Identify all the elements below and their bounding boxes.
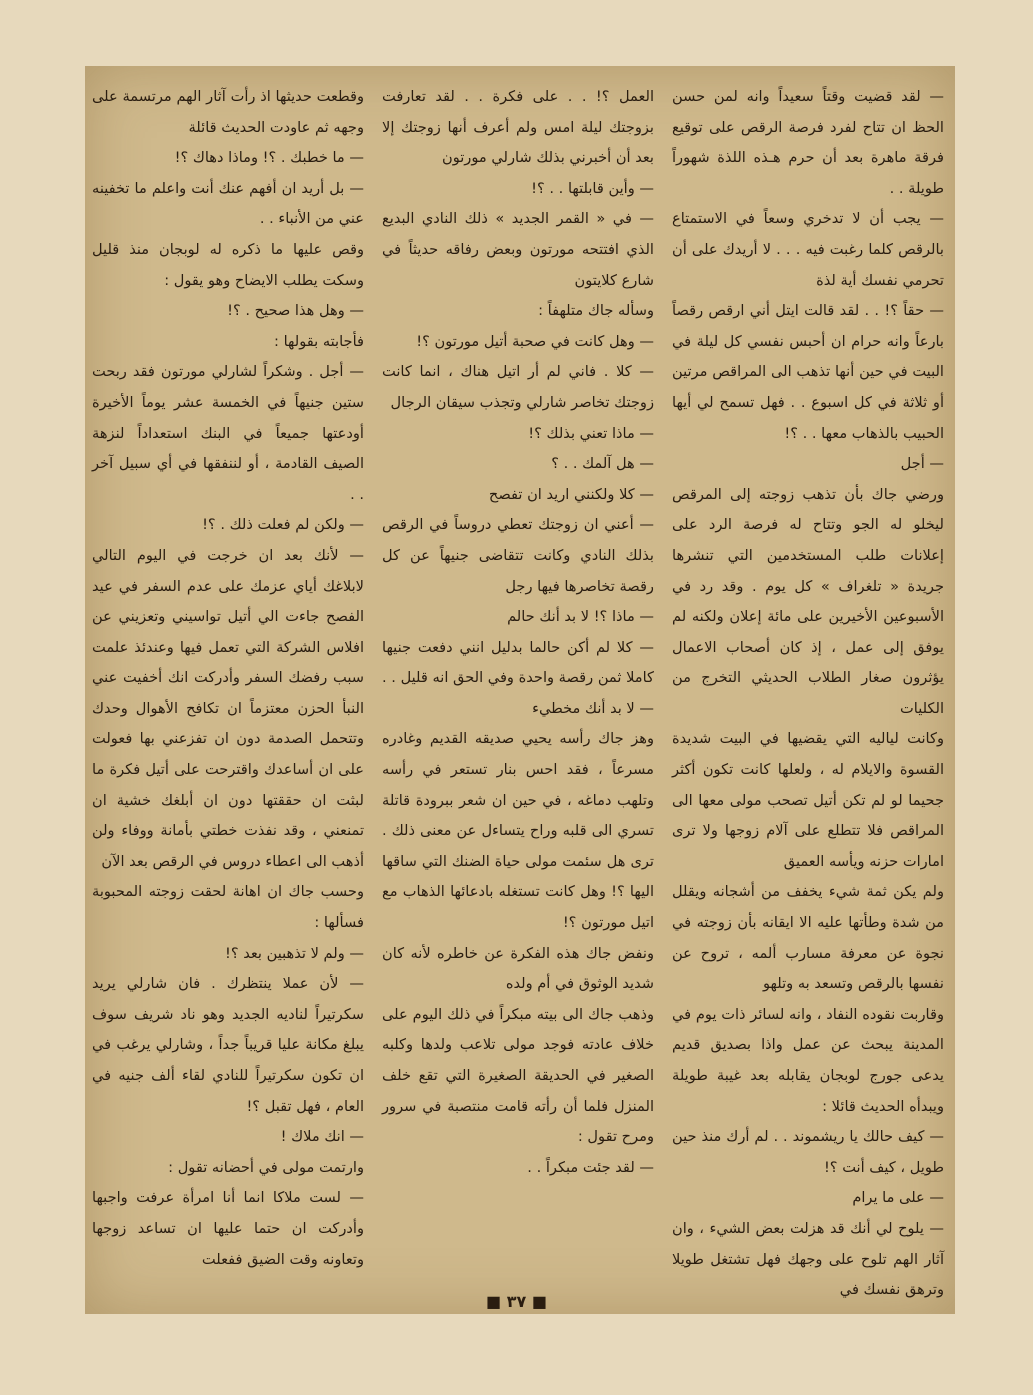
paragraph: — وأين قابلتها . . ؟! [531, 179, 654, 197]
paragraph: — لقد جئت مبكراً . . [527, 1158, 654, 1176]
paragraph: — على ما يرام [852, 1189, 944, 1207]
paragraph: وذهب جاك الى بيته مبكراً في ذلك اليوم على خلاف عادته فوجد مولى تلاعب ولدها وكلبه الصغير في الحديقة الصغيرة التي تقع خلف المنزل فلما أن رأته قامت منتصبة في سرور ومرح تقول : [382, 1005, 654, 1146]
paragraph: وقطعت حديثها اذ رأت آثار الهم مرتسمة على وجهه ثم عاودت الحديث قائلة [92, 88, 364, 136]
paragraph: العمل ؟! . . على فكرة . . لقد تعارفت بزوجتك ليلة امس ولم أعرف أنها زوجتك إلا بعد أن أخبرني بذلك شارلي مورتون [382, 88, 654, 167]
paragraph: فأجابته بقولها : [274, 332, 364, 350]
paragraph: — كلا . فاني لم أر اتيل هناك ، انما كانت زوجتك تخاصر شارلي وتجذب سيقان الرجال [382, 363, 654, 411]
column-left [92, 82, 364, 1272]
paragraph: — لست ملاكا انما أنا امرأة عرفت واجبها وأدركت ان حتما عليها ان تساعد زوجها وتعاونه وقت الضيق ففعلت [92, 1189, 364, 1268]
paragraph: وارتمت مولى في أحضانه تقول : [168, 1158, 364, 1176]
paragraph: — ماذا ؟! لا بد أنك حالم [507, 608, 654, 626]
paragraph: — أجل [900, 455, 944, 473]
paragraph: ولم يكن ثمة شيء يخفف من أشجانه ويقلل من شدة وطأتها عليه الا ايقانه بأن زوجته في نجوة عن معرفة مسارب ألمه ، تروح عن نفسها بالرقص وتسعد به وتلهو [672, 883, 944, 993]
paragraph: — في « القمر الجديد » ذلك النادي البديع الذي افتتحه مورتون وبعض رفاقه حديثاً في شارع كلايتون [382, 210, 654, 289]
paragraph: ونفض جاك هذه الفكرة عن خاطره لأنه كان شديد الوثوق في أم ولده [382, 944, 654, 993]
column-middle [382, 82, 654, 1272]
paragraph: — انك ملاك ! [280, 1128, 364, 1146]
paragraph: — لا بد أنك مخطيء [532, 699, 654, 717]
paragraph: — لأن عملا ينتظرك . فان شارلي يريد سكرتيراً لناديه الجديد وهو ناد شريف سوف يبلغ مكانة عليا قريباً جداً ، وشارلي يرغب في ان تكون سكرتيراً للنادي لقاء ألف جنيه في العام ، فهل تقبل ؟! [92, 975, 364, 1115]
paragraph: — حقاً ؟! . . لقد قالت ايتل أني ارقص رقصاً بارعاً وانه حرام ان أحبس نفسي كل ليلة في البيت في حين أنها تذهب الى المراقص مرتين أو ثلاثة في كل اسبوع . . فهل تسمح لي أيها الحبيب بالذهاب معها . . ؟! [672, 302, 944, 442]
paragraph: — هل آلمك . . ؟ [551, 455, 654, 473]
paragraph: وسأله جاك متلهفاً : [538, 302, 654, 320]
paragraph: — وهل هذا صحيح . ؟! [227, 302, 364, 320]
paragraph: — لأنك بعد ان خرجت في اليوم التالي لابلاغك أياي عزمك على عدم السفر في عيد الفصح جاءت الي أتيل تواسيني وتعزيني عن افلاس الشركة التي تعمل فيها وعندئذ علمت سبب رفضك السفر وأدركت انك أخفيت عني النبأ الحزن معتزماً ان تكافح الأهوال وحدك وتتحمل الصدمة دون ان تفزعني بها فعولت على ان أساعدك واقترحت على أتيل فكرة ما لبثت ان حققتها دون ان أبلغك خشية ان تمنعني ، وقد نفذت خطتي بأمانة ووفاء ولن أذهب الى اعطاء دروس في الرقص بعد الآن [92, 546, 364, 870]
paragraph: — بل أريد ان أفهم عنك أنت واعلم ما تخفينه عني من الأنباء . . [92, 179, 364, 228]
paragraph: — كلا لم أكن حالما بدليل انني دفعت جنيها كاملا ثمن رقصة واحدة وفي الحق انه قليل . . [382, 638, 654, 687]
paragraph: وحسب جاك ان اهانة لحقت زوجته المحبوبة فسألها : [92, 883, 364, 932]
paragraph: — كلا ولكنني اريد ان تفصح [488, 485, 654, 503]
paragraph: — يجب أن لا تدخري وسعاً في الاستمتاع بالرقص كلما رغبت فيه . . . لا أريدك على أن تحرمي نفسك أية لذة [672, 210, 944, 289]
paragraph: — ما خطبك . ؟! وماذا دهاك ؟! [174, 149, 364, 167]
paragraph: وكانت لياليه التي يقضيها في البيت شديدة القسوة والايلام له ، ولعلها كانت تكون أكثر جحيما لو لم تكن أتيل تصحب مولى معها الى المراقص فلا تتطلع على آلام زوجها ولا ترى امارات حزنه ويأسه العميق [672, 730, 944, 870]
paragraph: وقص عليها ما ذكره له لوبجان منذ قليل وسكت يطلب الايضاح وهو يقول : [92, 240, 364, 289]
paragraph: — أعني ان زوجتك تعطي دروساً في الرقص بذلك النادي وكانت تتقاضى جنيهاً عن كل رقصة تخاصرها فيها رجل [382, 516, 654, 595]
paragraph: — وهل كانت في صحبة أتيل مورتون ؟! [416, 332, 654, 350]
paragraph: وقاربت نقوده النفاد ، وانه لسائر ذات يوم في المدينة يبحث عن عمل واذا بصديق قديم يدعى جورج لوبجان يقابله بعد غيبة طويلة ويبدأه الحديث قائلا : [672, 1005, 944, 1115]
paragraph: وهز جاك رأسه يحيي صديقه القديم وغادره مسرعاً ، فقد احس بنار تستعر في رأسه وتلهب دماغه ، في حين ان شعر ببرودة قاتلة تسري الى قلبه وراح يتساءل عن معنى ذلك . ترى هل سئمت مولى حياة الضنك التي ساقها اليها ؟! وهل كانت تستغله بادعائها الذهاب مع اتيل مورتون ؟! [382, 730, 654, 932]
page-number: ■ ٣٧ ■ [486, 1292, 547, 1311]
paragraph: — يلوح لي أنك قد هزلت بعض الشيء ، وان آثار الهم تلوح على وجهك فهل تشتغل طويلا وترهق نفسك في [672, 1219, 944, 1299]
paragraph: — ولكن لم فعلت ذلك . ؟! [202, 516, 364, 534]
article-columns [92, 82, 944, 1299]
paragraph: — ولم لا تذهبين بعد ؟! [224, 944, 364, 962]
paragraph: — كيف حالك يا ريشموند . . لم أرك منذ حين طويل ، كيف أنت ؟! [672, 1128, 944, 1176]
paragraph: — ماذا تعني بذلك ؟! [528, 424, 654, 442]
paragraph: — أجل . وشكراً لشارلي مورتون فقد ربحت ستين جنيهاً في الخمسة عشر يوماً الأخيرة أودعتها جميعاً في البنك استعداداً لنزهة الصيف القادمة ، أو لننفقها في أي سبيل آخر . . [92, 363, 364, 503]
paragraph: — لقد قضيت وقتاً سعيداً وانه لمن حسن الحظ ان تتاح لفرد فرصة الرقص على توقيع فرقة ماهرة بعد أن حرم هـذه اللذة شهوراً طويلة . . [672, 88, 944, 197]
column-right [672, 82, 944, 1299]
paragraph: ورضي جاك بأن تذهب زوجته إلى المرقص ليخلو له الجو وتتاح له فرصة الرد على إعلانات طلب المستخدمين التي تنشرها جريدة « تلغراف » كل يوم . وقد رد في الأسبوعين الأخيرين على مائة إعلان ولكنه لم يوفق إلى عمل ، إذ كان أصحاب الاعمال يؤثرون صغار الطلاب الحديثي التخرج من الكليات [672, 485, 944, 717]
